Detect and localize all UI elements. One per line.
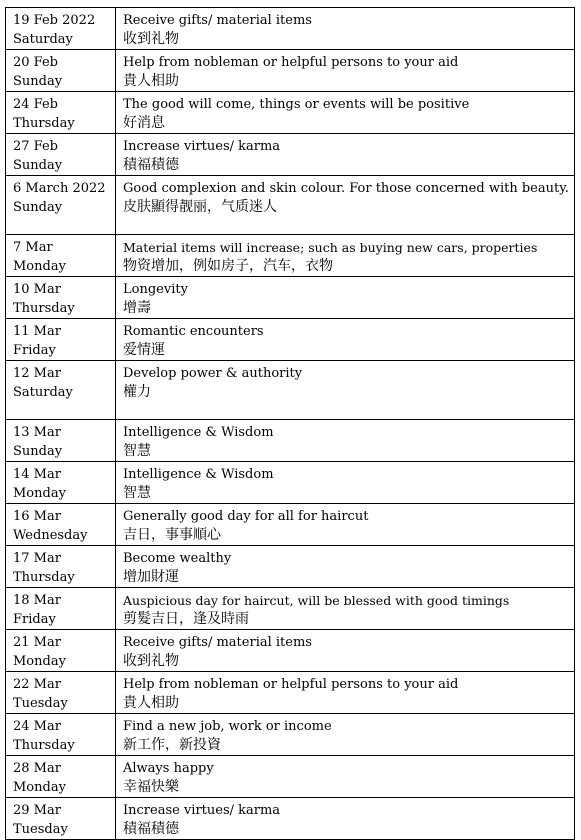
- meaning-cell: [116, 420, 575, 462]
- table-body: [6, 8, 575, 840]
- meaning-cell: [116, 134, 575, 176]
- meaning-cell: [116, 277, 575, 319]
- meaning-english: Receive gifts/ material items: [123, 635, 312, 650]
- meaning-cell: [116, 630, 575, 672]
- date-cell: [6, 504, 116, 546]
- meaning-chinese: 吉日，事事順心: [123, 527, 221, 543]
- meaning-chinese: 剪髮吉日，逢及時雨: [123, 611, 249, 627]
- meaning-cell: [116, 361, 575, 420]
- meaning-cell: [116, 319, 575, 361]
- date-text: 21 Mar: [13, 635, 61, 650]
- meaning-cell: [116, 176, 575, 235]
- weekday-text: Sunday: [13, 74, 63, 89]
- weekday-text: Thursday: [13, 570, 75, 585]
- meaning-english: Generally good day for all for haircut: [123, 509, 369, 524]
- weekday-text: Saturday: [13, 32, 73, 47]
- meaning-english: Romantic encounters: [123, 324, 264, 339]
- meaning-english: Good complexion and skin colour. For those concerned with beauty.: [123, 181, 569, 196]
- table-row: [6, 630, 575, 672]
- date-cell: [6, 92, 116, 134]
- meaning-chinese: 收到礼物: [123, 31, 179, 47]
- date-cell: [6, 361, 116, 420]
- weekday-text: Thursday: [13, 116, 75, 131]
- date-text: 16 Mar: [13, 509, 61, 524]
- weekday-text: Friday: [13, 612, 56, 627]
- weekday-text: Thursday: [13, 301, 75, 316]
- meaning-chinese: 貴人相助: [123, 695, 179, 711]
- date-cell: [6, 8, 116, 50]
- date-cell: [6, 588, 116, 630]
- meaning-english: Receive gifts/ material items: [123, 13, 312, 28]
- table-row: [6, 176, 575, 235]
- meaning-chinese: 新工作，新投資: [123, 737, 221, 753]
- date-text: 10 Mar: [13, 282, 61, 297]
- date-cell: [6, 235, 116, 277]
- weekday-text: Sunday: [13, 158, 63, 173]
- weekday-text: Tuesday: [13, 822, 68, 837]
- meaning-chinese: 爱情運: [123, 342, 165, 358]
- meaning-cell: [116, 92, 575, 134]
- weekday-text: Sunday: [13, 444, 63, 459]
- auspicious-dates-table: [5, 7, 575, 840]
- weekday-text: Monday: [13, 486, 66, 501]
- date-text: 24 Mar: [13, 719, 61, 734]
- date-text: 29 Mar: [13, 803, 61, 818]
- weekday-text: Monday: [13, 780, 66, 795]
- date-text: 13 Mar: [13, 425, 61, 440]
- table-row: [6, 277, 575, 319]
- table-row: [6, 546, 575, 588]
- table-row: [6, 235, 575, 277]
- table-row: [6, 672, 575, 714]
- date-text: 24 Feb: [13, 97, 58, 112]
- meaning-cell: [116, 235, 575, 277]
- date-text: 7 Mar: [13, 240, 53, 255]
- meaning-chinese: 幸福快樂: [123, 779, 179, 795]
- meaning-english: Intelligence & Wisdom: [123, 425, 274, 440]
- date-cell: [6, 714, 116, 756]
- table-row: [6, 588, 575, 630]
- date-cell: [6, 546, 116, 588]
- meaning-chinese: 權力: [123, 384, 151, 400]
- meaning-chinese: 皮肤顯得靓丽，气质迷人: [123, 199, 277, 215]
- date-text: 12 Mar: [13, 366, 61, 381]
- table-row: [6, 361, 575, 420]
- table-row: [6, 420, 575, 462]
- date-text: 11 Mar: [13, 324, 61, 339]
- table-row: [6, 50, 575, 92]
- date-cell: [6, 134, 116, 176]
- date-cell: [6, 672, 116, 714]
- date-text: 6 March 2022: [13, 181, 106, 196]
- table-row: [6, 8, 575, 50]
- date-text: 18 Mar: [13, 593, 61, 608]
- meaning-english: Longevity: [123, 282, 188, 297]
- weekday-text: Friday: [13, 343, 56, 358]
- date-text: 17 Mar: [13, 551, 61, 566]
- meaning-chinese: 收到礼物: [123, 653, 179, 669]
- meaning-cell: [116, 798, 575, 840]
- date-cell: [6, 462, 116, 504]
- meaning-english: Develop power & authority: [123, 366, 303, 381]
- date-text: 22 Mar: [13, 677, 61, 692]
- date-cell: [6, 277, 116, 319]
- table-row: [6, 462, 575, 504]
- weekday-text: Wednesday: [13, 528, 88, 543]
- weekday-text: Tuesday: [13, 696, 68, 711]
- date-text: 19 Feb 2022: [13, 13, 96, 28]
- table-row: [6, 92, 575, 134]
- meaning-chinese: 積福積德: [123, 821, 179, 837]
- meaning-english: Help from nobleman or helpful persons to your aid: [123, 55, 459, 70]
- meaning-english: Intelligence & Wisdom: [123, 467, 274, 482]
- meaning-cell: [116, 462, 575, 504]
- meaning-chinese: 積福積德: [123, 157, 179, 173]
- meaning-english: Become wealthy: [123, 551, 232, 566]
- weekday-text: Sunday: [13, 200, 63, 215]
- meaning-english: Auspicious day for haircut, will be blessed with good timings: [123, 593, 510, 608]
- date-cell: [6, 756, 116, 798]
- meaning-chinese: 智慧: [123, 485, 151, 501]
- date-cell: [6, 176, 116, 235]
- date-text: 28 Mar: [13, 761, 61, 776]
- date-cell: [6, 420, 116, 462]
- meaning-chinese: 物资增加，例如房子，汽车，衣物: [123, 258, 333, 274]
- date-text: 27 Feb: [13, 139, 58, 154]
- weekday-text: Saturday: [13, 385, 73, 400]
- date-cell: [6, 50, 116, 92]
- meaning-cell: [116, 714, 575, 756]
- meaning-chinese: 增壽: [123, 300, 151, 316]
- date-cell: [6, 319, 116, 361]
- date-cell: [6, 798, 116, 840]
- meaning-cell: [116, 546, 575, 588]
- meaning-english: Find a new job, work or income: [123, 719, 332, 734]
- date-text: 14 Mar: [13, 467, 61, 482]
- meaning-english: The good will come, things or events will be positive: [123, 97, 470, 112]
- meaning-cell: [116, 8, 575, 50]
- table-row: [6, 319, 575, 361]
- weekday-text: Thursday: [13, 738, 75, 753]
- meaning-cell: [116, 50, 575, 92]
- meaning-chinese: 智慧: [123, 443, 151, 459]
- table-row: [6, 714, 575, 756]
- table-row: [6, 504, 575, 546]
- meaning-english: Material items will increase; such as buying new cars, properties: [123, 240, 538, 255]
- meaning-cell: [116, 756, 575, 798]
- table-row: [6, 134, 575, 176]
- meaning-cell: [116, 588, 575, 630]
- meaning-chinese: 好消息: [123, 115, 165, 131]
- meaning-english: Increase virtues/ karma: [123, 139, 281, 154]
- weekday-text: Monday: [13, 654, 66, 669]
- meaning-chinese: 增加財運: [123, 569, 179, 585]
- meaning-cell: [116, 504, 575, 546]
- meaning-chinese: 貴人相助: [123, 73, 179, 89]
- table-row: [6, 798, 575, 840]
- date-text: 20 Feb: [13, 55, 58, 70]
- meaning-english: Increase virtues/ karma: [123, 803, 281, 818]
- date-cell: [6, 630, 116, 672]
- meaning-cell: [116, 672, 575, 714]
- weekday-text: Monday: [13, 259, 66, 274]
- meaning-english: Help from nobleman or helpful persons to your aid: [123, 677, 459, 692]
- meaning-english: Always happy: [123, 761, 214, 776]
- table-row: [6, 756, 575, 798]
